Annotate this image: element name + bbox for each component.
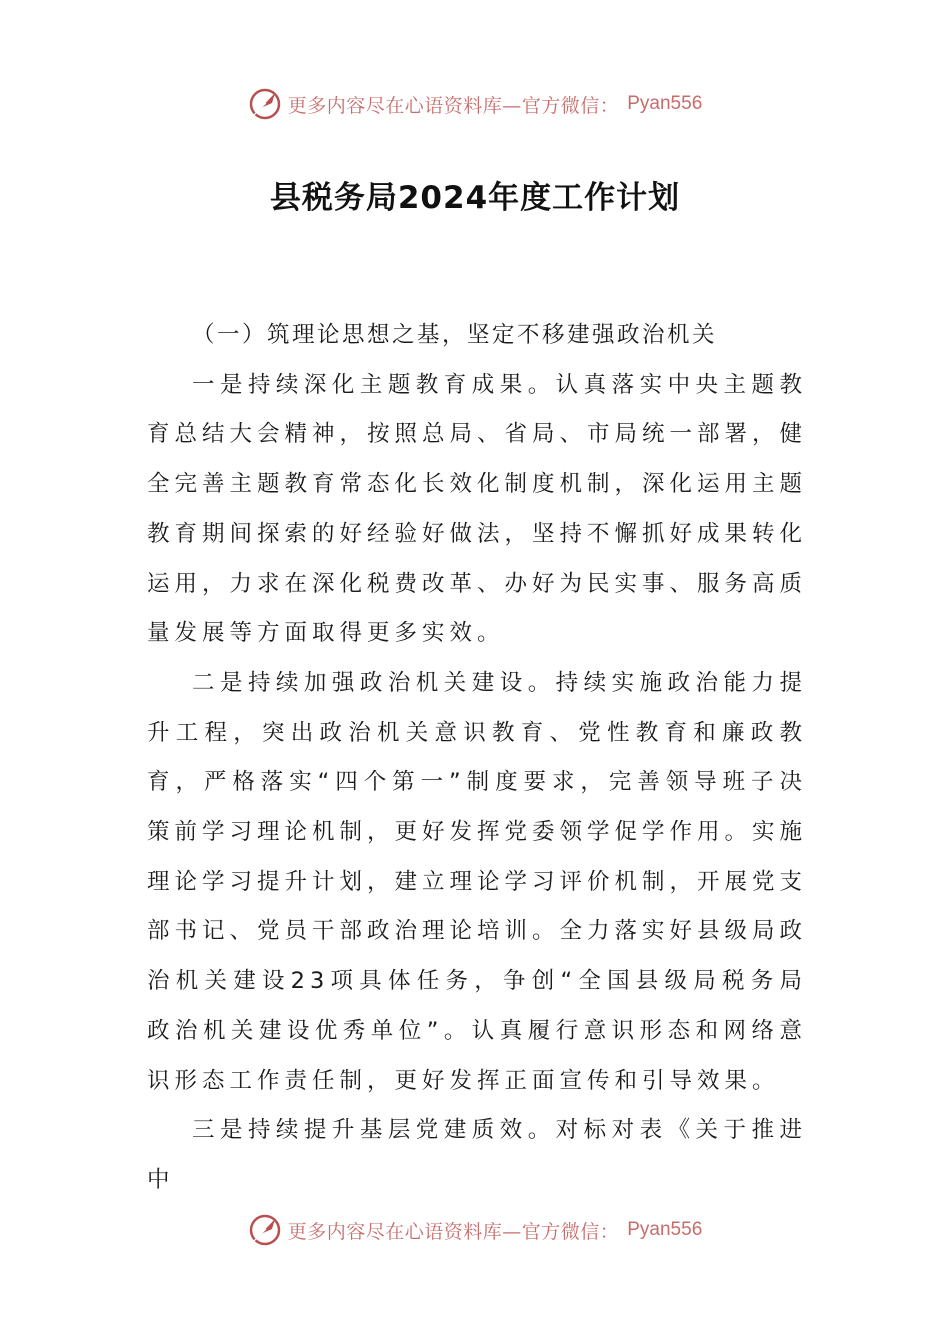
section-heading: （一）筑理论思想之基，坚定不移建强政治机关 xyxy=(192,322,718,348)
quill-pen-logo-icon xyxy=(248,1213,282,1247)
footer-banner xyxy=(0,1210,950,1250)
banner-wechat-id: Pyan556 xyxy=(627,1219,703,1240)
banner-wechat-id: Pyan556 xyxy=(627,93,703,114)
quill-pen-logo-icon xyxy=(248,87,282,121)
banner-text: 更多内容尽在心语资料库—官方微信： xyxy=(287,94,620,117)
paragraph: 三是持续提升基层党建质效。对标对表《关于推进中 xyxy=(147,1117,807,1193)
header-banner xyxy=(0,84,950,124)
banner-text: 更多内容尽在心语资料库—官方微信： xyxy=(287,1220,620,1243)
paragraph: 二是持续加强政治机关建设。持续实施政治能力提升工程，突出政治机关意识教育、党性教育和廉政教育，严格落实“四个第一”制度要求，完善领导班子决策前学习理论机制，更好发挥党委领学促学作用。实施理论学习提升计划，建立理论学习评价机制，开展党支部书记、党员干部政治理论培训。全力落实好县级局政治机关建设23项具体任务，争创“全国县级局税务局政治机关建设优秀单位”。认真履行意识形态和网络意识形态工作责任制，更好发挥正面宣传和引导效果。 xyxy=(147,669,808,1094)
page-title: 县税务局2024年度工作计划 xyxy=(269,180,681,216)
paragraph: 一是持续深化主题教育成果。认真落实中央主题教育总结大会精神，按照总局、省局、市局统一部署，健全完善主题教育常态化长效化制度机制，深化运用主题教育期间探索的好经验好做法，坚持不懈抓好成果转化运用，力求在深化税费改革、办好为民实事、服务高质量发展等方面取得更多实效。 xyxy=(147,371,808,647)
document-body xyxy=(147,311,807,1206)
